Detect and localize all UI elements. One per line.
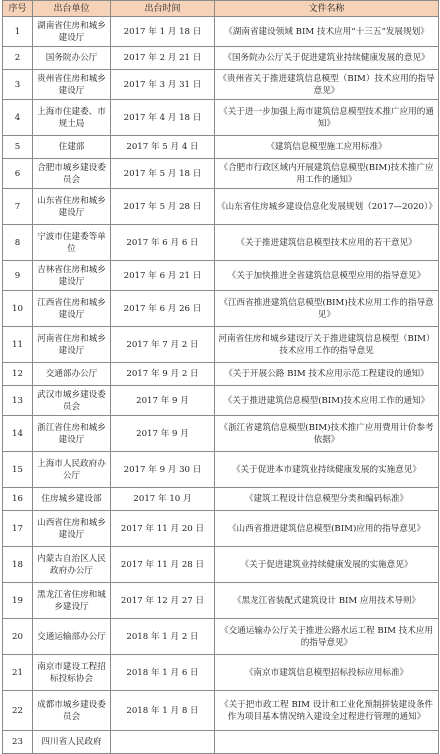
table-row	[3, 363, 439, 386]
cell-date: 2017 年 9 月	[111, 386, 215, 416]
cell-unit: 内蒙古自治区人民政府办公厅	[33, 547, 111, 583]
cell-seq: 12	[3, 363, 33, 386]
cell-unit: 黑龙江省住房和城乡建设厅	[33, 583, 111, 619]
cell-title: 《交通运输办公厅关于推进公路水运工程 BIM 技术应用的指导意见》	[215, 619, 439, 655]
cell-seq: 9	[3, 261, 33, 291]
cell-seq: 10	[3, 291, 33, 327]
cell-title: 《湖南省建设领域 BIM 技术应用“十三五”发展规划》	[215, 17, 439, 47]
table-row	[3, 70, 439, 100]
cell-unit: 上海市住建委、市规土局	[33, 100, 111, 136]
cell-date: 2017 年 11 月 20 日	[111, 511, 215, 547]
table-row	[3, 511, 439, 547]
cell-title: 《关于促进建筑业持续健康发展的实施意见》	[215, 547, 439, 583]
table-row	[3, 386, 439, 416]
cell-date: 2017 年 6 月 26 日	[111, 291, 215, 327]
table-row	[3, 547, 439, 583]
table-row	[3, 619, 439, 655]
cell-title: 《关于进一步加强上海市建筑信息模型技术推广应用的通知》	[215, 100, 439, 136]
table-row	[3, 583, 439, 619]
cell-title: 《山东省住房城乡建设信息化发展规划（2017—2020）》	[215, 189, 439, 225]
cell-unit: 宁波市住建委等单位	[33, 225, 111, 261]
cell-date: 2017 年 4 月 18 日	[111, 100, 215, 136]
cell-date: 2017 年 9 月	[111, 416, 215, 452]
cell-title: 《关于促进本市建筑业持续健康发展的实施意见》	[215, 452, 439, 488]
table-row	[3, 416, 439, 452]
table-row	[3, 189, 439, 225]
cell-date: 2017 年 6 月 21 日	[111, 261, 215, 291]
table-row	[3, 452, 439, 488]
table-row	[3, 655, 439, 691]
cell-seq: 11	[3, 327, 33, 363]
cell-seq: 14	[3, 416, 33, 452]
cell-seq: 15	[3, 452, 33, 488]
cell-unit: 交通运输部办公厅	[33, 619, 111, 655]
cell-title: 《建筑工程设计信息模型分类和编码标准》	[215, 488, 439, 511]
table-row	[3, 291, 439, 327]
cell-title: 《国务院办公厅关于促进建筑业持续健康发展的意见》	[215, 47, 439, 70]
cell-title: 《建筑信息模型施工应用标准》	[215, 136, 439, 159]
table-row	[3, 159, 439, 189]
cell-date: 2018 年 1 月 6 日	[111, 655, 215, 691]
cell-date: 2017 年 9 月 30 日	[111, 452, 215, 488]
cell-seq: 20	[3, 619, 33, 655]
table-row	[3, 731, 439, 754]
cell-unit: 山西省住房和城乡建设厅	[33, 511, 111, 547]
cell-date: 2017 年 6 月 6 日	[111, 225, 215, 261]
cell-unit: 交通部办公厅	[33, 363, 111, 386]
cell-seq: 4	[3, 100, 33, 136]
cell-date: 2017 年 11 月 28 日	[111, 547, 215, 583]
cell-date: 2017 年 5 月 28 日	[111, 189, 215, 225]
cell-seq: 17	[3, 511, 33, 547]
cell-seq: 23	[3, 731, 33, 754]
cell-unit: 山东省住房和城乡建设厅	[33, 189, 111, 225]
table-row	[3, 47, 439, 70]
cell-date: 2017 年 10 月	[111, 488, 215, 511]
cell-unit: 湖南省住房和城乡建设厅	[33, 17, 111, 47]
cell-unit: 住房城乡建设部	[33, 488, 111, 511]
cell-unit: 成都市城乡建设委员会	[33, 691, 111, 731]
table-row	[3, 136, 439, 159]
header-date: 出台时间	[111, 1, 215, 17]
cell-date: 2017 年 3 月 31 日	[111, 70, 215, 100]
cell-unit: 河南省住房和城乡建设厅	[33, 327, 111, 363]
cell-title: 《关于推进建筑信息模型(BIM)技术应用工作的通知》	[215, 386, 439, 416]
cell-unit: 住建部	[33, 136, 111, 159]
table-row	[3, 327, 439, 363]
table-row	[3, 691, 439, 731]
cell-date: 2017 年 2 月 21 日	[111, 47, 215, 70]
table-header-row	[3, 1, 439, 17]
cell-seq: 22	[3, 691, 33, 731]
cell-date: 2018 年 1 月 2 日	[111, 619, 215, 655]
cell-unit: 合肥市城乡建设委员会	[33, 159, 111, 189]
cell-unit: 吉林省住房和城乡建设厅	[33, 261, 111, 291]
cell-title	[215, 731, 439, 754]
cell-unit: 南京市建设工程招标投标协会	[33, 655, 111, 691]
cell-title: 《关于开展公路 BIM 技术应用示范工程建设的通知》	[215, 363, 439, 386]
cell-unit: 上海市人民政府办公厅	[33, 452, 111, 488]
cell-unit: 武汉市城乡建设委员会	[33, 386, 111, 416]
header-seq: 序号	[3, 1, 33, 17]
cell-date: 2017 年 1 月 18 日	[111, 17, 215, 47]
cell-seq: 7	[3, 189, 33, 225]
cell-seq: 6	[3, 159, 33, 189]
cell-date: 2017 年 12 月 27 日	[111, 583, 215, 619]
table-row	[3, 488, 439, 511]
cell-seq: 8	[3, 225, 33, 261]
cell-title: 河南省住房和城乡建设厅关于推进建筑信息模型（BIM）技术应用工作的指导意见	[215, 327, 439, 363]
cell-title: 《关于加快推进全省建筑信息模型应用的指导意见》	[215, 261, 439, 291]
cell-unit: 江西省住房和城乡建设厅	[33, 291, 111, 327]
cell-date: 2017 年 7 月 2 日	[111, 327, 215, 363]
cell-seq: 1	[3, 17, 33, 47]
cell-title: 《关于把市政工程 BIM 设计和工业化预制拼装建设条件作为项目基本情况纳入建设全过程进行管理的通知》	[215, 691, 439, 731]
cell-seq: 19	[3, 583, 33, 619]
cell-unit: 浙江省住房和城乡建设厅	[33, 416, 111, 452]
cell-seq: 2	[3, 47, 33, 70]
table-row	[3, 100, 439, 136]
cell-date: 2017 年 9 月 2 日	[111, 363, 215, 386]
cell-unit: 四川省人民政府	[33, 731, 111, 754]
table-row	[3, 17, 439, 47]
header-unit: 出台单位	[33, 1, 111, 17]
cell-date: 2018 年 1 月 8 日	[111, 691, 215, 731]
cell-seq: 18	[3, 547, 33, 583]
cell-title: 《合肥市行政区域内开展建筑信息模型(BIM)技术推广应用工作的通知》	[215, 159, 439, 189]
cell-title: 《山西省推进建筑信息模型(BIM)应用的指导意见》	[215, 511, 439, 547]
header-title: 文件名称	[215, 1, 439, 17]
cell-title: 《南京市建筑信息模型招标投标应用标准》	[215, 655, 439, 691]
cell-title: 《黑龙江省装配式建筑设计 BIM 应用技术导则》	[215, 583, 439, 619]
cell-date: 2017 年 5 月 18 日	[111, 159, 215, 189]
cell-title: 《贵州省关于推进建筑信息模型（BIM）技术应用的指导意见》	[215, 70, 439, 100]
cell-date: 2017 年 5 月 4 日	[111, 136, 215, 159]
table-row	[3, 261, 439, 291]
cell-seq: 16	[3, 488, 33, 511]
cell-date	[111, 731, 215, 754]
table-row	[3, 225, 439, 261]
cell-unit: 国务院办公厅	[33, 47, 111, 70]
cell-seq: 3	[3, 70, 33, 100]
cell-title: 《江西省推进建筑信息模型(BIM)技术应用工作的指导意见》	[215, 291, 439, 327]
cell-seq: 13	[3, 386, 33, 416]
cell-title: 《关于推进建筑信息模型技术应用的若干意见》	[215, 225, 439, 261]
cell-title: 《浙江省建筑信息模型(BIM)技术推广应用费用计价参考依据》	[215, 416, 439, 452]
cell-seq: 21	[3, 655, 33, 691]
cell-unit: 贵州省住房和城乡建设厅	[33, 70, 111, 100]
policy-table	[2, 0, 439, 754]
cell-seq: 5	[3, 136, 33, 159]
